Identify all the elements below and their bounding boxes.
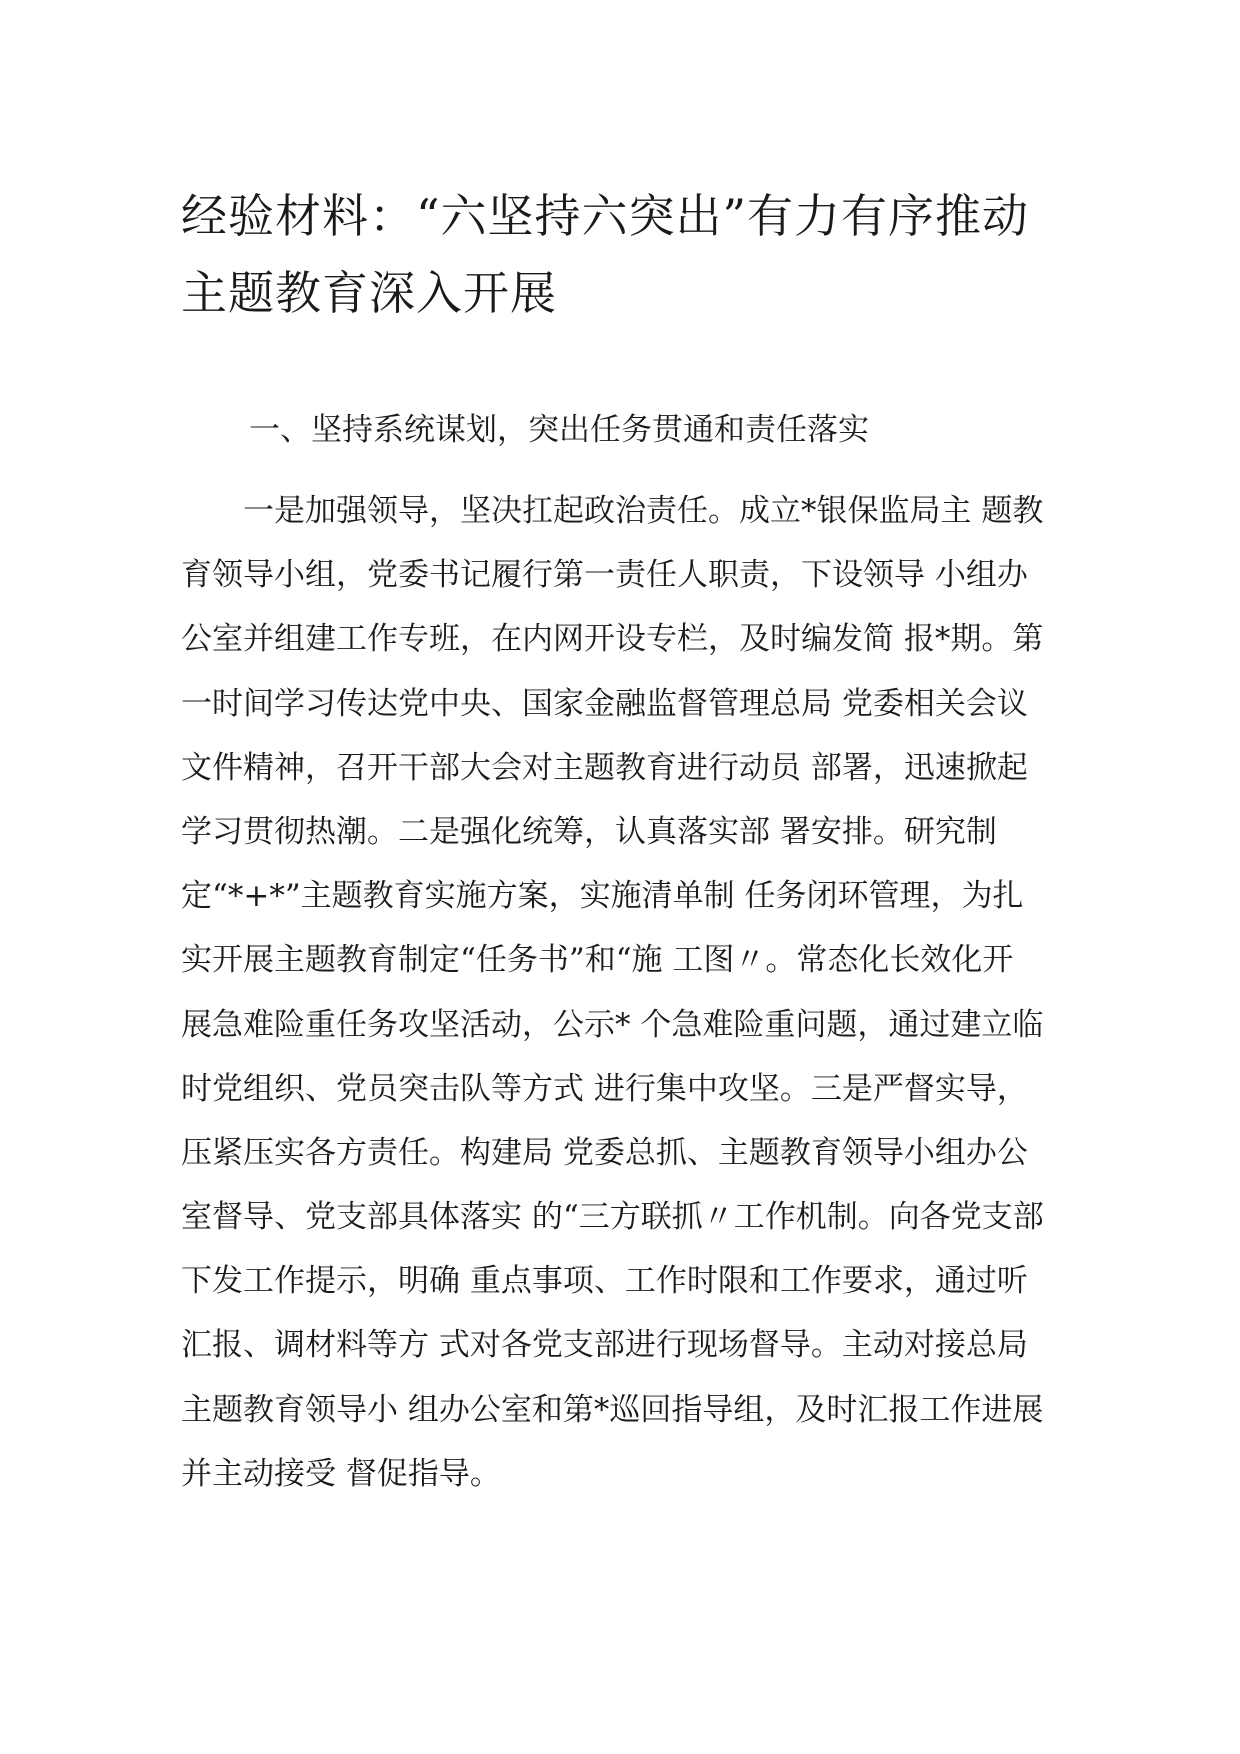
paragraph-line: 并主动接受 督促指导。	[181, 1455, 501, 1492]
paragraph-line: 文件精神，召开干部大会对主题教育进行动员 部署，迅速掀起	[181, 749, 1028, 786]
title-line: 经验材料：“六坚持六突出”有力有序推动	[181, 189, 1030, 243]
paragraph-line: 一是加强领导，坚决扛起政治责任。成立*银保监局主 题教	[181, 493, 1044, 529]
paragraph-line: 室督导、党支部具体落实 的“三方联抓〃工作机制。向各党支部	[181, 1199, 1044, 1236]
paragraph-line: 实开展主题教育制定“任务书”和“施 工图〃。常态化长效化开	[181, 942, 1014, 979]
paragraph-line: 下发工作提示，明确 重点事项、工作时限和工作要求，通过听	[181, 1263, 1028, 1300]
paragraph-line: 定“*+*”主题教育实施方案，实施清单制 任务闭环管理，为扎	[181, 878, 1024, 915]
paragraph-line: 展急难险重任务攻坚活动，公示* 个急难险重问题，通过建立临	[181, 1006, 1044, 1043]
paragraph-line: 时党组织、党员突击队等方式 进行集中攻坚。三是严督实导，	[181, 1070, 1028, 1107]
paragraph-line: 主题教育领导小 组办公室和第*巡回指导组，及时汇报工作进展	[181, 1391, 1044, 1428]
paragraph-line: 育领导小组，党委书记履行第一责任人职责，下设领导 小组办	[181, 557, 1028, 594]
paragraph-line: 学习贯彻热潮。二是强化统筹，认真落实部 署安排。研究制	[181, 813, 997, 850]
paragraph-line: 压紧压实各方责任。构建局 党委总抓、主题教育领导小组办公	[181, 1134, 1028, 1171]
paragraph-line: 一时间学习传达党中央、国家金融监督管理总局 党委相关会议	[181, 685, 1028, 722]
body-paragraph	[181, 479, 1081, 1506]
paragraph-line: 汇报、调材料等方 式对各党支部进行现场督导。主动对接总局	[181, 1327, 1028, 1364]
section-heading: 一、坚持系统谋划，突出任务贯通和责任落实	[249, 412, 869, 448]
title-line: 主题教育深入开展	[181, 266, 557, 320]
paragraph-line: 公室并组建工作专班，在内网开设专栏，及时编发简 报*期。第	[181, 621, 1044, 658]
document-title	[181, 178, 1081, 332]
